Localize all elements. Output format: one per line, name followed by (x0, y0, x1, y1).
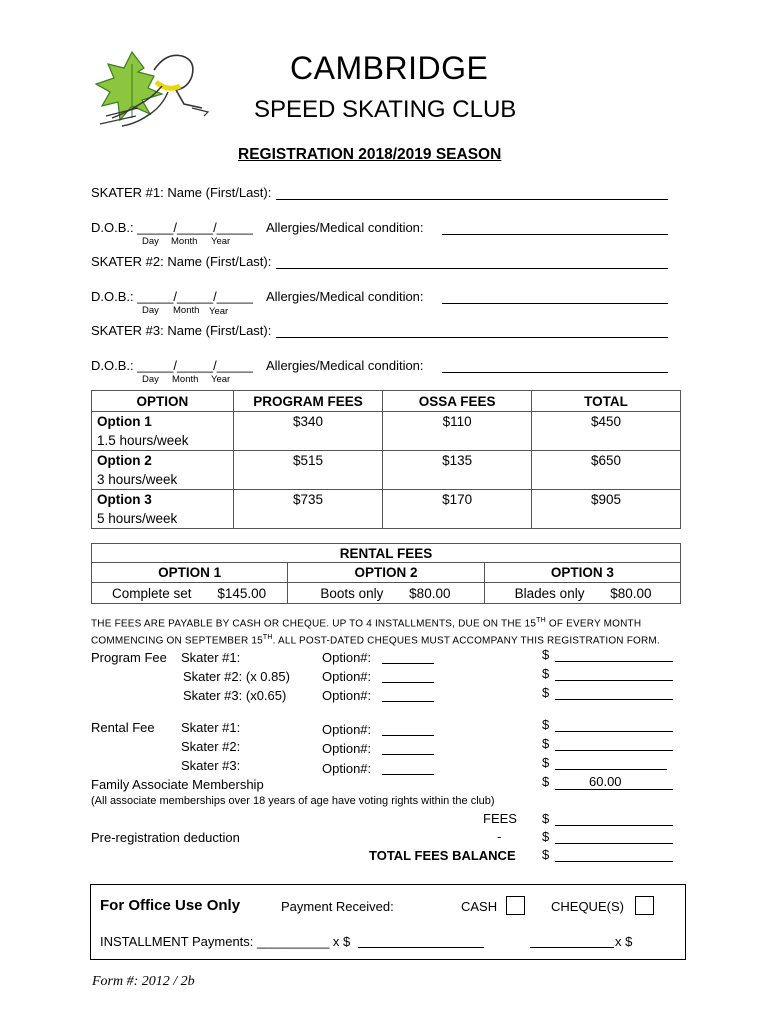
total-balance-label: TOTAL FEES BALANCE (369, 848, 516, 863)
option-number-field[interactable] (382, 663, 434, 664)
currency-sign: $ (542, 717, 550, 732)
office-use-title: For Office Use Only (100, 897, 241, 914)
rental-title: RENTAL FEES (92, 544, 681, 563)
dob-hint-day: Day (142, 374, 159, 385)
option-number-field[interactable] (382, 701, 434, 702)
currency-sign: $ (542, 736, 550, 751)
option-hours: 5 hours/week (97, 511, 178, 526)
dob-hint-month: Month (172, 374, 199, 385)
option-number-label: Option#: (322, 741, 372, 756)
rental-price: $80.00 (409, 585, 451, 601)
rental-skater-label: Skater #3: (181, 758, 241, 773)
program-fee-label: Program Fee (91, 650, 167, 665)
program-fee: $340 (233, 412, 382, 451)
option-number-field[interactable] (382, 754, 434, 755)
option-number-label: Option#: (322, 688, 372, 703)
currency-sign: $ (542, 811, 550, 826)
option-number-label: Option#: (322, 761, 372, 776)
form-number: Form #: 2012 / 2b (92, 974, 195, 989)
cash-label: CASH (461, 899, 498, 914)
total-fee: $650 (532, 451, 681, 490)
skater1-name-label: SKATER #1: Name (First/Last): (91, 185, 272, 200)
option-number-field[interactable] (382, 774, 434, 775)
options-header: OSSA FEES (383, 391, 532, 412)
rental-item: Boots only (320, 585, 384, 601)
skater1-allergy-label: Allergies/Medical condition: (266, 220, 424, 235)
option-number-label: Option#: (322, 669, 372, 684)
installment-amount-field[interactable] (358, 947, 484, 948)
program-skater-label: Skater #2: (x 0.85) (183, 669, 290, 684)
table-row (92, 490, 681, 529)
program-skater-label: Skater #3: (x0.65) (183, 688, 287, 703)
currency-sign: $ (542, 666, 550, 681)
skater3-name-field[interactable] (276, 337, 668, 338)
fees-label: FEES (483, 811, 517, 826)
total-fee: $905 (532, 490, 681, 529)
family-membership-label: Family Associate Membership (91, 777, 264, 792)
currency-sign: $ (542, 829, 550, 844)
option-number-label: Option#: (322, 722, 372, 737)
dob-hint-day: Day (142, 236, 159, 247)
option-number-field[interactable] (382, 682, 434, 683)
dob-hint-month: Month (173, 305, 200, 316)
skater3-allergy-field[interactable] (442, 372, 668, 373)
amount-field[interactable] (555, 750, 673, 751)
skater2-name-field[interactable] (276, 268, 668, 269)
cheque-checkbox[interactable] (635, 896, 654, 915)
skater2-allergy-label: Allergies/Medical condition: (266, 289, 424, 304)
rental-option-label: OPTION 1 (92, 563, 288, 583)
dob-hint-day: Day (142, 305, 159, 316)
ossa-fee: $110 (383, 412, 532, 451)
installment-label: INSTALLMENT Payments: __________ x $ (100, 934, 351, 949)
installment-count-field[interactable] (530, 947, 614, 948)
amount-field[interactable] (555, 731, 673, 732)
payment-received-label: Payment Received: (281, 899, 394, 914)
currency-sign: $ (542, 847, 550, 862)
rental-skater-label: Skater #1: (181, 720, 241, 735)
form-title: REGISTRATION 2018/2019 SEASON (238, 146, 502, 163)
dob-hint-year: Year (211, 236, 231, 247)
dob-hint-month: Month (171, 236, 198, 247)
skater1-allergy-field[interactable] (442, 234, 668, 235)
dob-hint-year: Year (211, 374, 231, 385)
skater2-allergy-field[interactable] (442, 303, 668, 304)
rental-table (91, 543, 681, 604)
cash-checkbox[interactable] (506, 896, 525, 915)
installment-right-label: x $ (615, 934, 633, 949)
cheque-label: CHEQUE(S) (551, 899, 624, 914)
amount-field[interactable] (555, 680, 673, 681)
rental-item: Blades only (514, 585, 585, 601)
rental-option-label: OPTION 2 (288, 563, 484, 583)
rental-option-label: OPTION 3 (484, 563, 680, 583)
currency-sign: $ (542, 774, 550, 789)
amount-field[interactable] (555, 769, 667, 770)
currency-sign: $ (542, 755, 550, 770)
payment-note-line1: THE FEES ARE PAYABLE BY CASH OR CHEQUE. UP TO 4 INSTALLMENTS, DUE ON THE 15TH OF EVERY MONTH (91, 617, 642, 630)
table-row (92, 412, 681, 451)
skater2-name-label: SKATER #2: Name (First/Last): (91, 254, 272, 269)
option-name: Option 1 (97, 414, 152, 429)
skater3-allergy-label: Allergies/Medical condition: (266, 358, 424, 373)
skater3-name-label: SKATER #3: Name (First/Last): (91, 323, 272, 338)
fees-field[interactable] (555, 825, 673, 826)
prereg-deduction-label: Pre-registration deduction (91, 830, 240, 845)
family-amount: 60.00 (589, 774, 622, 789)
skater2-dob-label[interactable]: D.O.B.: _____/_____/_____ (91, 289, 253, 304)
amount-field[interactable] (555, 661, 673, 662)
rental-item: Complete set (112, 585, 192, 601)
program-fee: $735 (233, 490, 382, 529)
total-balance-field[interactable] (555, 861, 673, 862)
payment-note-line2: COMMENCING ON SEPTEMBER 15TH. ALL POST-DATED CHEQUES MUST ACCOMPANY THIS REGISTRATION FORM. (91, 634, 660, 647)
prereg-deduction-field[interactable] (555, 843, 673, 844)
rental-price: $145.00 (217, 585, 267, 601)
rental-skater-label: Skater #2: (181, 739, 241, 754)
rental-fee-label: Rental Fee (91, 720, 155, 735)
ossa-fee: $135 (383, 451, 532, 490)
minus-sign: - (497, 829, 502, 844)
program-skater-label: Skater #1: (181, 650, 241, 665)
options-header: PROGRAM FEES (233, 391, 382, 412)
family-membership-note: (All associate memberships over 18 years of age have voting rights within the club) (91, 795, 495, 807)
options-header: TOTAL (532, 391, 681, 412)
dob-hint-year: Year (209, 306, 229, 317)
rental-price: $80.00 (610, 585, 652, 601)
skater3-dob-label[interactable]: D.O.B.: _____/_____/_____ (91, 358, 253, 373)
options-table (91, 390, 681, 529)
family-amount-field (555, 789, 673, 790)
option-hours: 3 hours/week (97, 472, 178, 487)
options-header: OPTION (92, 391, 234, 412)
club-name: CAMBRIDGE (290, 50, 489, 86)
option-name: Option 2 (97, 453, 152, 468)
option-number-label: Option#: (322, 650, 372, 665)
skater1-name-field[interactable] (276, 199, 668, 200)
ossa-fee: $170 (383, 490, 532, 529)
option-number-field[interactable] (382, 735, 434, 736)
currency-sign: $ (542, 685, 550, 700)
table-row (92, 451, 681, 490)
amount-field[interactable] (555, 699, 673, 700)
option-hours: 1.5 hours/week (97, 433, 189, 448)
table-row (92, 583, 681, 604)
option-name: Option 3 (97, 492, 152, 507)
club-logo (92, 42, 222, 130)
skater1-dob-label[interactable]: D.O.B.: _____/_____/_____ (91, 220, 253, 235)
program-fee: $515 (233, 451, 382, 490)
total-fee: $450 (532, 412, 681, 451)
currency-sign: $ (542, 647, 550, 662)
club-subtitle: SPEED SKATING CLUB (254, 96, 517, 123)
